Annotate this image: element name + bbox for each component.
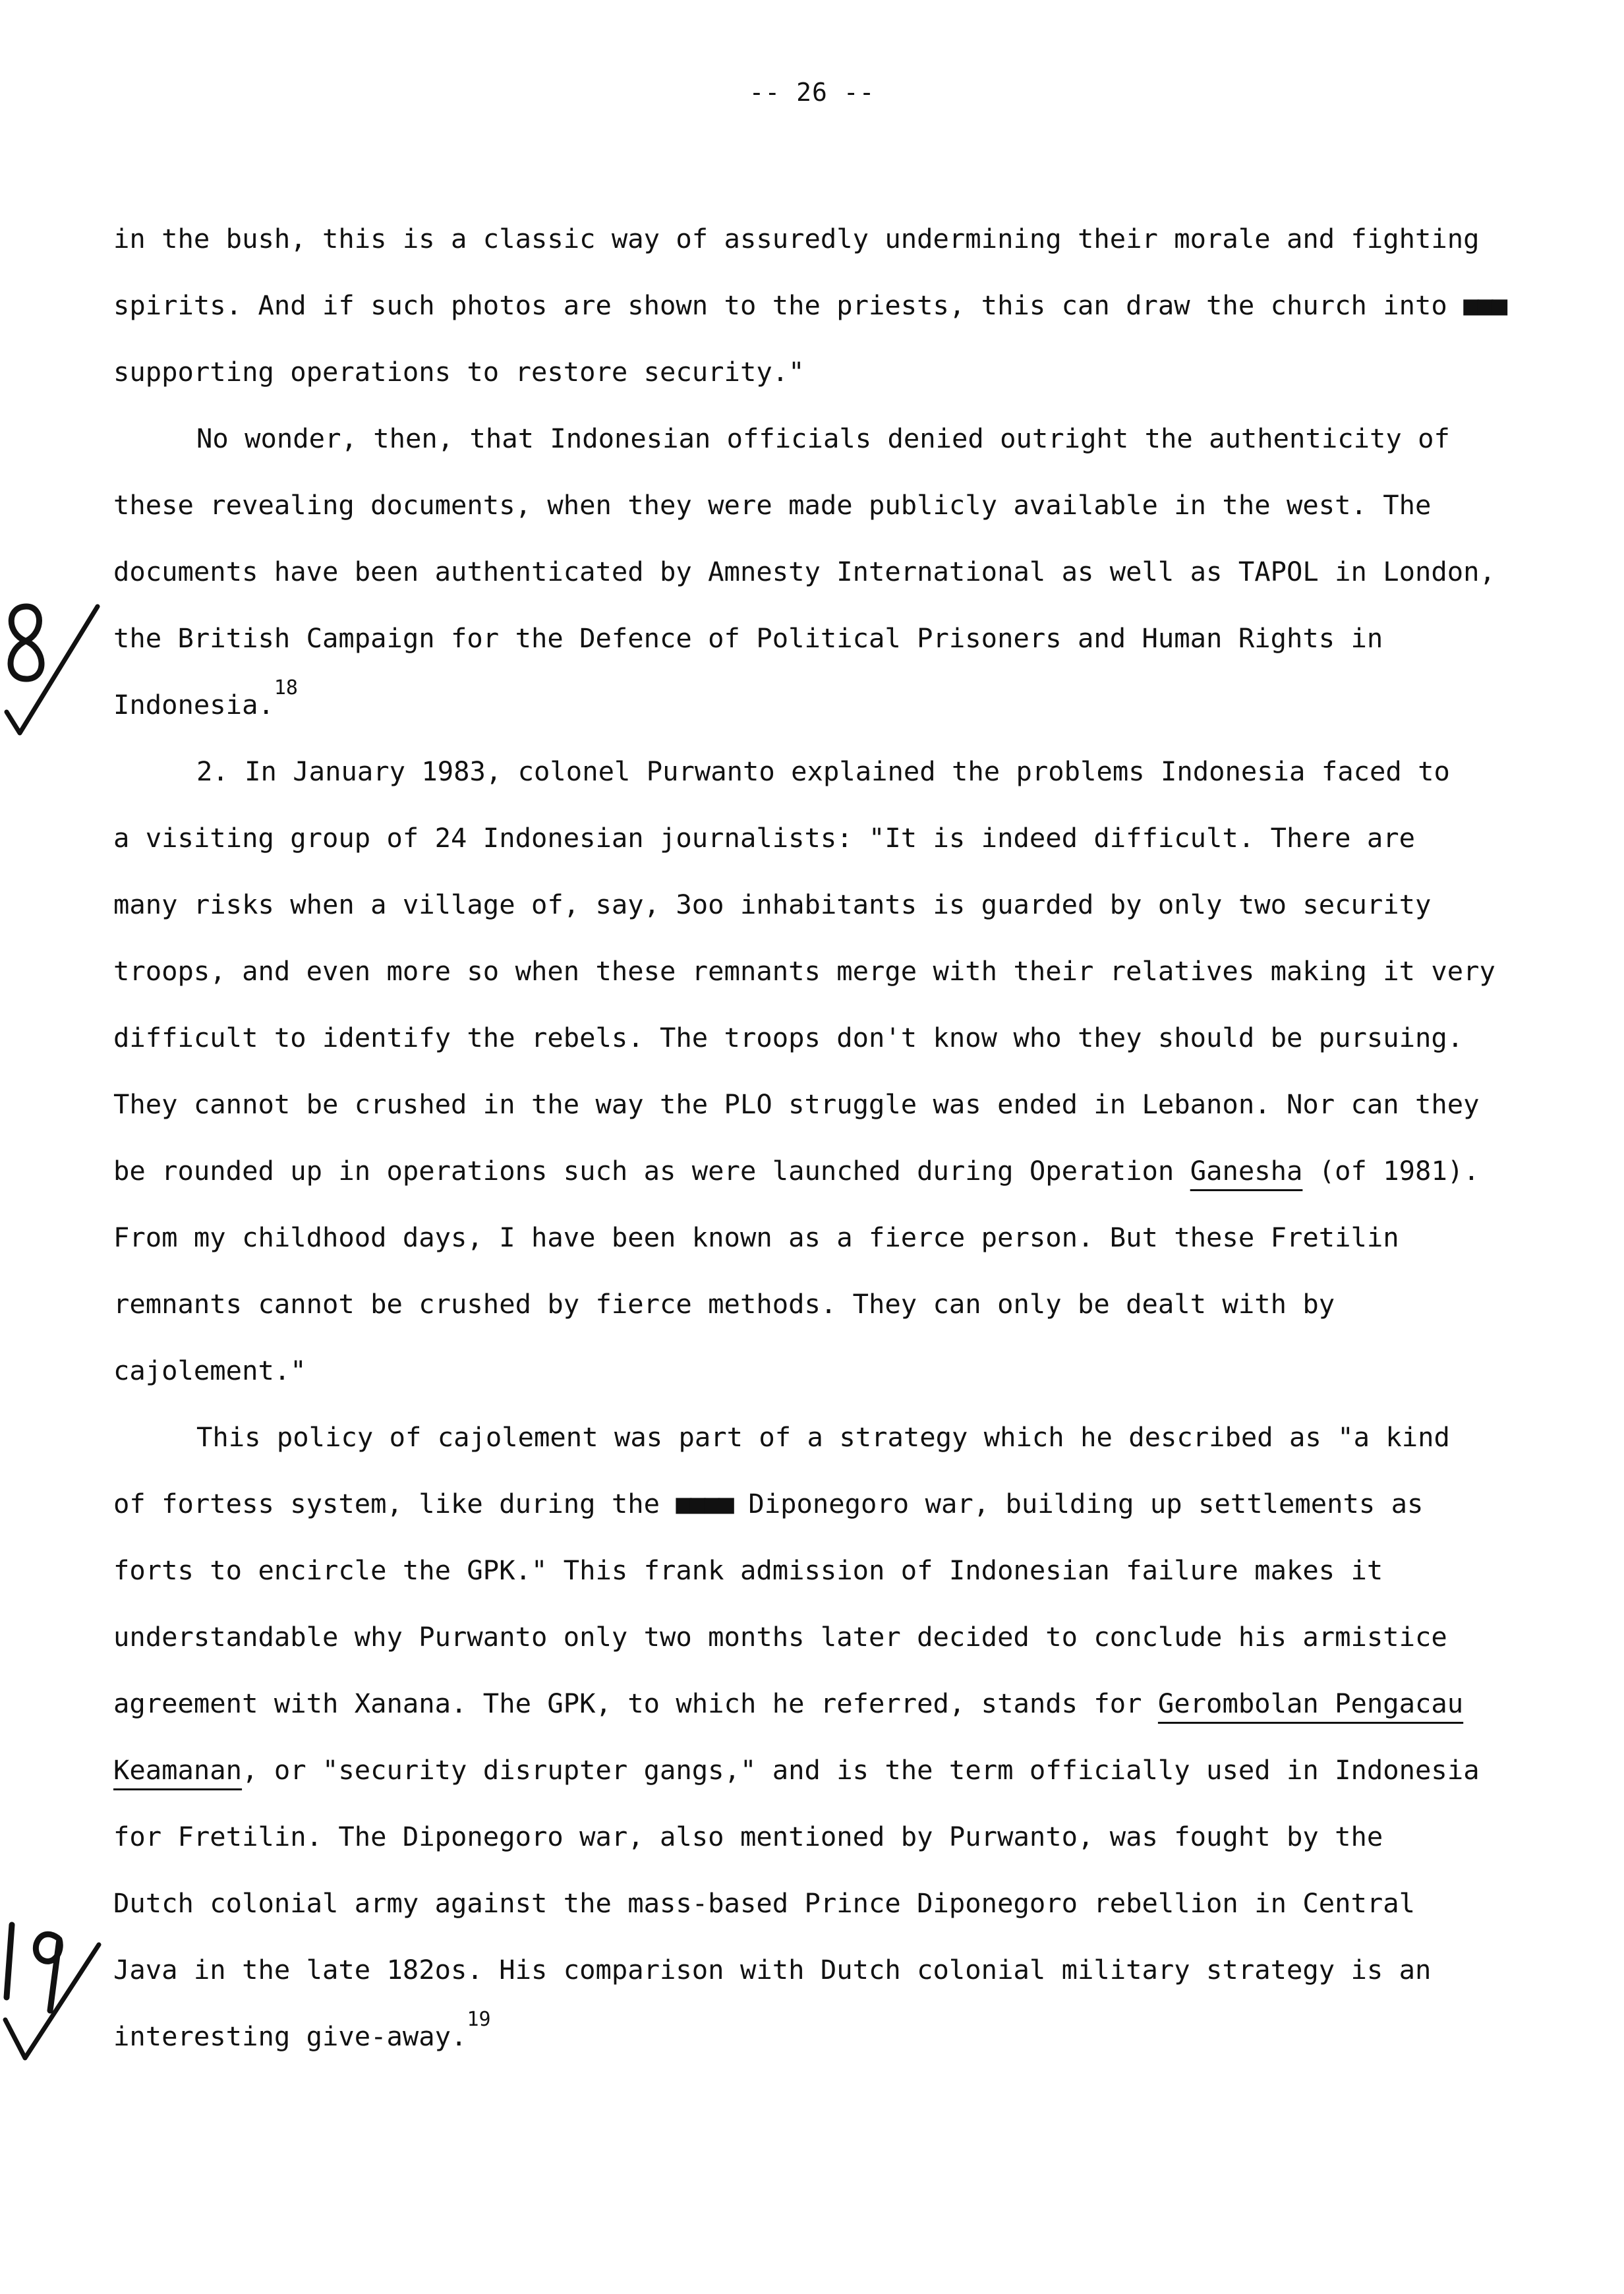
text-line: Dutch colonial army against the mass-based Prince Diponegoro rebellion in Central: [113, 1887, 1416, 1919]
margin-note-19: [0, 1898, 112, 2076]
text-line: They cannot be crushed in the way the PLO struggle was ended in Lebanon. Nor can they: [113, 1088, 1480, 1120]
margin-note-8: [0, 580, 112, 751]
text-line: This policy of cajolement was part of a strategy which he described as "a kind: [196, 1421, 1450, 1453]
text-line: interesting give-away.$^{19}$: [113, 2008, 491, 2052]
text-line: documents have been authenticated by Amnesty International as well as TAPOL in London,: [113, 556, 1495, 587]
struck-out-text: ■■■: [1463, 289, 1506, 321]
text-line: No wonder, then, that Indonesian officials denied outright the authenticity of: [196, 423, 1450, 454]
text-line: understandable why Purwanto only two months later decided to conclude his armistice: [113, 1621, 1447, 1653]
struck-out-text: ■■■■: [676, 1488, 732, 1519]
text-line: agreement with Xanana. The GPK, to which he referred, stands for Gerombolan Pengacau: [113, 1688, 1464, 1719]
page-number: -- 26 --: [749, 78, 875, 107]
text-line: spirits. And if such photos are shown to the priests, this can draw the church into ■■■: [113, 289, 1506, 321]
text-line: difficult to identify the rebels. The troops don't know who they should be pursuing.: [113, 1022, 1464, 1053]
text-line: be rounded up in operations such as were launched during Operation Ganesha (of 1981).: [113, 1155, 1480, 1187]
text-line: cajolement.": [113, 1355, 306, 1386]
text-line: many risks when a village of, say, 3oo inhabitants is guarded by only two security: [113, 889, 1432, 920]
text-line: Java in the late 182os. His comparison with Dutch colonial military strategy is an: [113, 1954, 1432, 1985]
underlined-term-ganesha: Ganesha: [1190, 1155, 1303, 1187]
handwritten-check-mark-icon: [0, 580, 112, 751]
text-line: From my childhood days, I have been known as a fierce person. But these Fretilin: [113, 1221, 1399, 1253]
footnote-ref-19: 19: [467, 2008, 491, 2031]
underlined-term-gerombolan-pengacau: Gerombolan Pengacau: [1157, 1688, 1464, 1719]
text-line: of fortess system, like during the ■■■■ Diponegoro war, building up settlements as: [113, 1488, 1424, 1519]
text-line: 2. In January 1983, colonel Purwanto explained the problems Indonesia faced to: [196, 755, 1450, 787]
text-line: in the bush, this is a classic way of assuredly undermining their morale and fighting: [113, 223, 1480, 254]
text-line: forts to encircle the GPK." This frank admission of Indonesian failure makes it: [113, 1554, 1383, 1586]
text-line: troops, and even more so when these remnants merge with their relatives making it very: [113, 955, 1495, 987]
text-line: Indonesia.$^{18}$: [113, 676, 298, 721]
paragraph-3: [113, 738, 1537, 1404]
text-line: these revealing documents, when they were made publicly available in the west. The: [113, 489, 1432, 521]
text-line: remnants cannot be crushed by fierce methods. They can only be dealt with by: [113, 1288, 1335, 1320]
footnote-ref-18: 18: [274, 676, 298, 699]
body-text: [113, 206, 1537, 2070]
text-line: supporting operations to restore security.": [113, 356, 805, 388]
text-line: Keamanan, or "security disrupter gangs," and is the term officially used in Indonesia: [113, 1754, 1480, 1786]
paragraph-4: [113, 1404, 1537, 2070]
text-line: a visiting group of 24 Indonesian journalists: "It is indeed difficult. There are: [113, 822, 1416, 854]
underlined-term-keamanan: Keamanan: [113, 1754, 243, 1786]
paragraph-1: [113, 206, 1537, 405]
text-line: the British Campaign for the Defence of Political Prisoners and Human Rights in: [113, 622, 1383, 654]
text-line: for Fretilin. The Diponegoro war, also mentioned by Purwanto, was fought by the: [113, 1821, 1383, 1852]
handwritten-check-mark-icon: [0, 1898, 112, 2076]
paragraph-2: [113, 405, 1537, 738]
